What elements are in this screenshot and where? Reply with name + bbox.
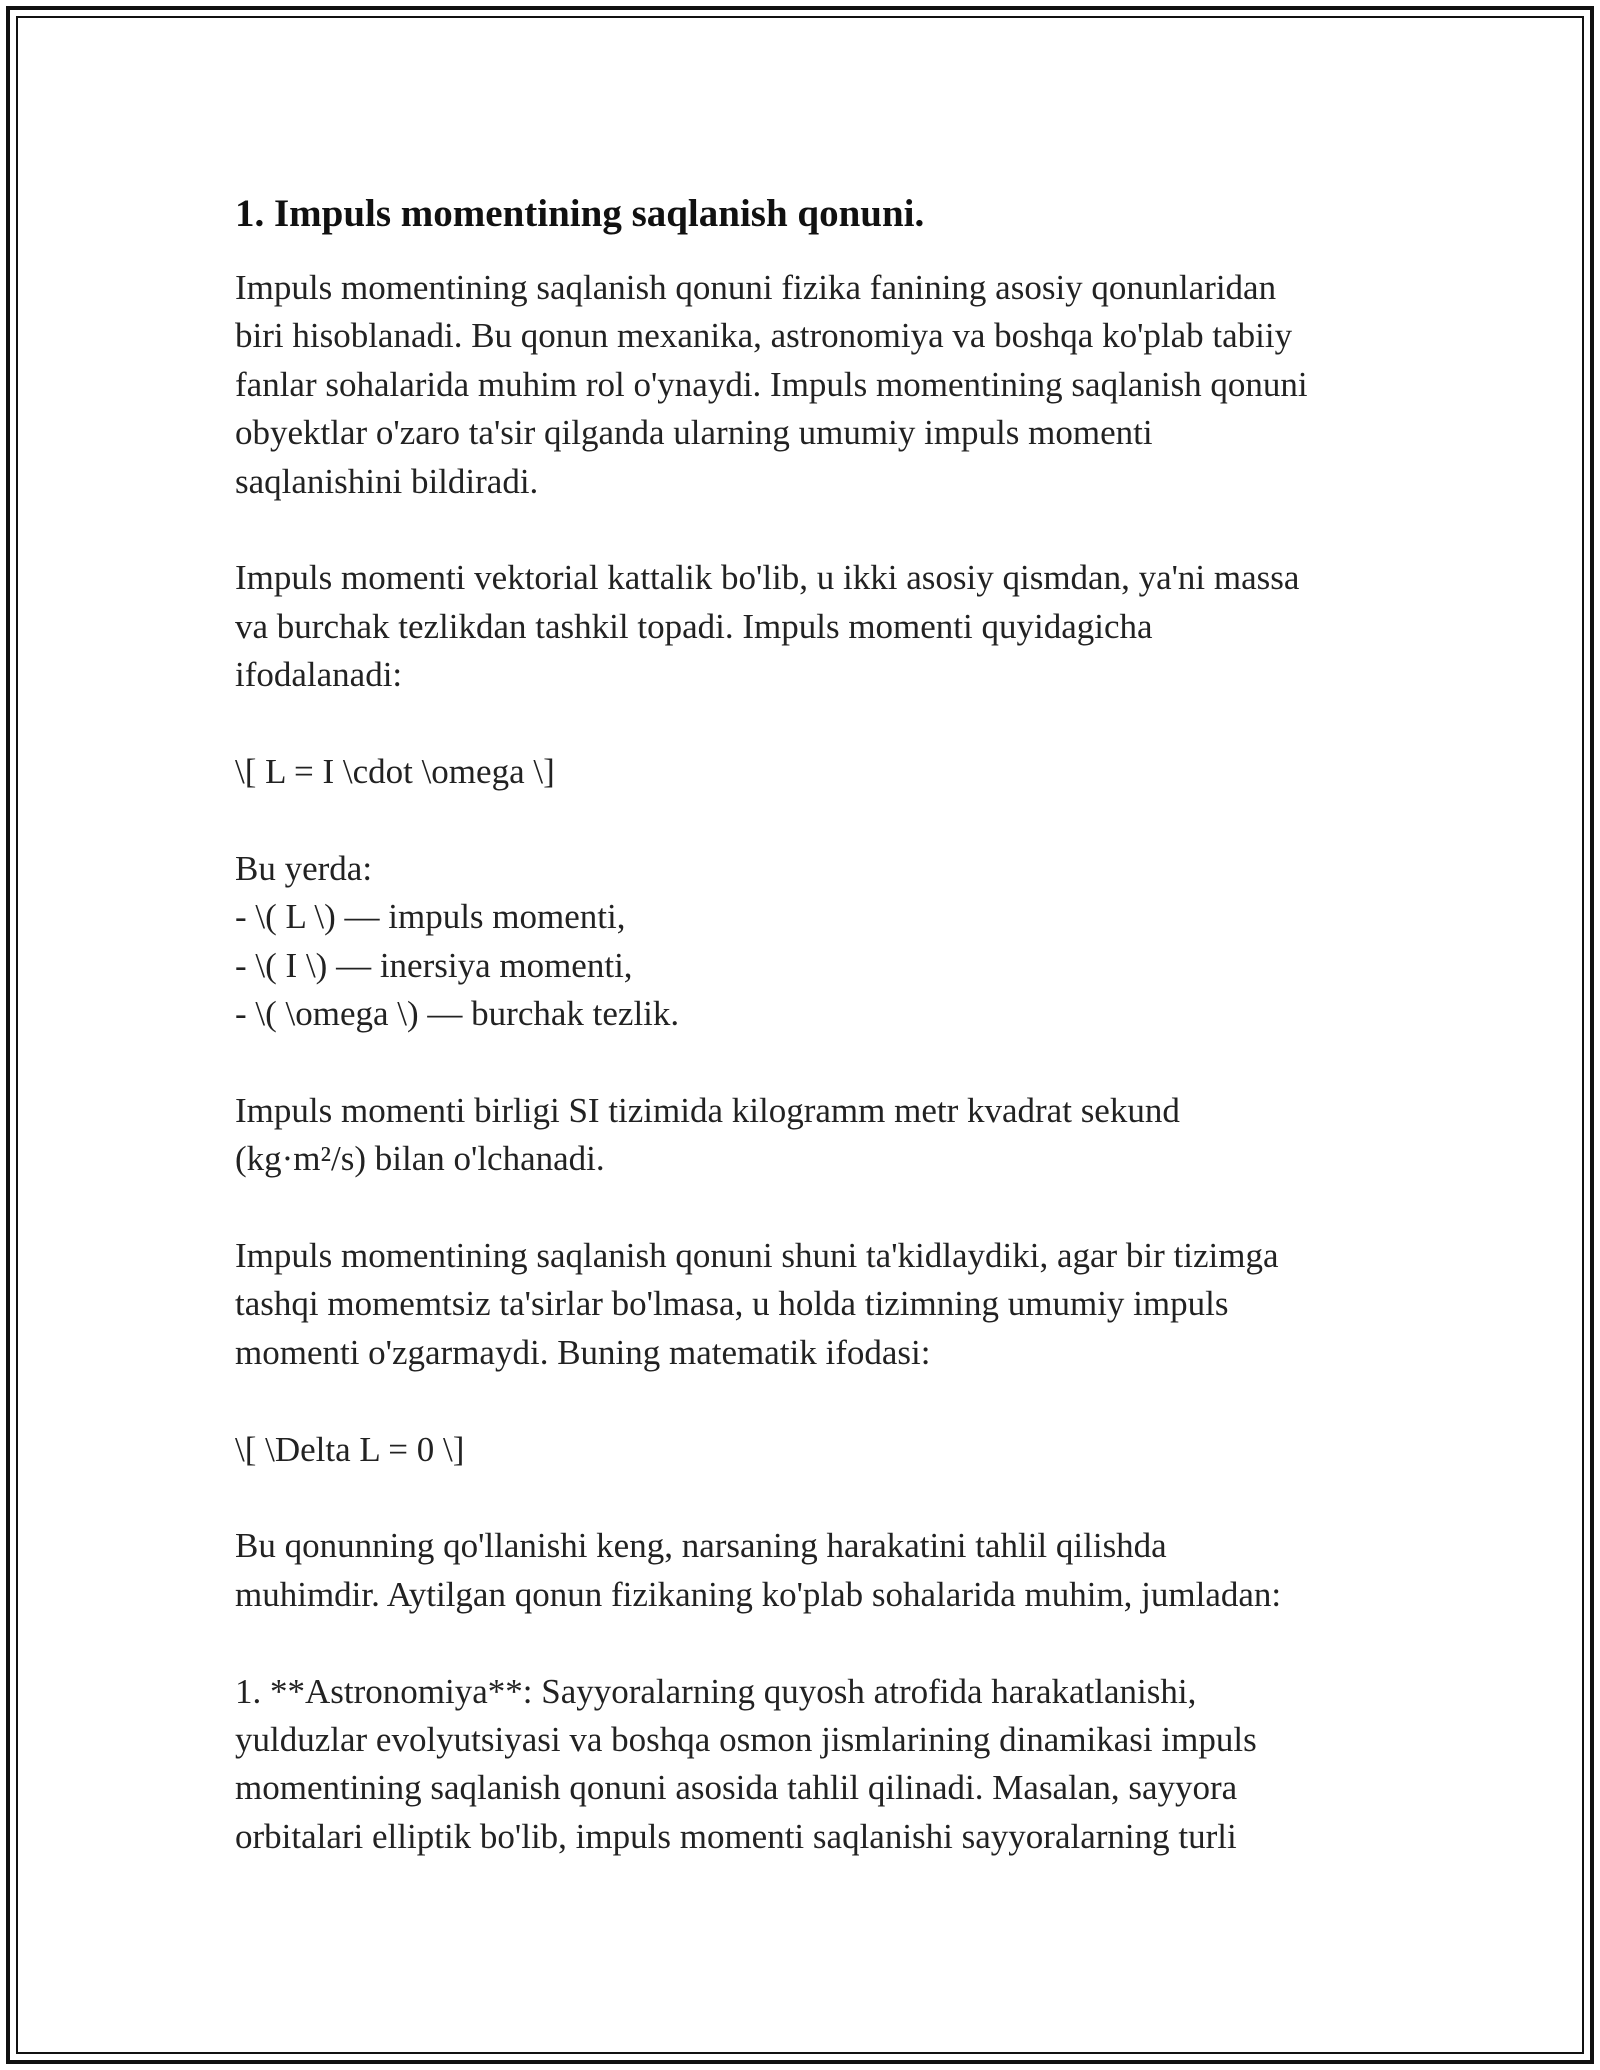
paragraph-gap	[235, 1038, 1395, 1086]
text-line: Impuls momenti birligi SI tizimida kilogramm metr kvadrat sekund	[235, 1090, 1180, 1130]
text-line: - \( L \) — impuls momenti,	[235, 897, 626, 937]
text-line: Bu yerda:	[235, 848, 373, 888]
text-line: momentining saqlanish qonuni asosida tahlil qilinadi. Masalan, sayyora	[235, 1768, 1238, 1808]
paragraph-gap	[235, 506, 1395, 554]
text-line: saqlanishini bildiradi.	[235, 461, 539, 501]
text-line: (kg·m²/s) bilan o'lchanadi.	[235, 1139, 605, 1179]
text-line: biri hisoblanadi. Bu qonun mexanika, astronomiya va boshqa ko'plab tabiiy	[235, 316, 1293, 356]
text-line: ifodalanadi:	[235, 655, 403, 695]
text-line: tashqi momemtsiz ta'sirlar bo'lmasa, u holda tizimning umumiy impuls	[235, 1284, 1229, 1324]
paragraph-gap	[235, 1184, 1395, 1232]
text-line: Bu qonunning qo'llanishi keng, narsaning harakatini tahlil qilishda	[235, 1526, 1167, 1566]
document-title: 1. Impuls momentining saqlanish qonuni.	[235, 192, 925, 235]
paragraph-gap	[235, 1619, 1395, 1667]
paragraph-gap	[235, 1474, 1395, 1522]
paragraph-gap	[235, 1377, 1395, 1425]
paragraph-gap	[235, 796, 1395, 844]
text-line: orbitalari elliptik bo'lib, impuls momenti saqlanishi sayyoralarning turli	[235, 1816, 1237, 1856]
text-line: obyektlar o'zaro ta'sir qilganda ularning umumiy impuls momenti	[235, 413, 1153, 453]
text-line: - \( I \) — inersiya momenti,	[235, 945, 633, 985]
text-line: Impuls momenti vektorial kattalik bo'lib, u ikki asosiy qismdan, ya'ni massa	[235, 558, 1300, 598]
text-line: \[ L = I \cdot \omega \]	[235, 752, 555, 792]
text-line: 1. **Astronomiya**: Sayyoralarning quyosh atrofida harakatlanishi,	[235, 1671, 1197, 1711]
text-line: Impuls momentining saqlanish qonuni shuni ta'kidlaydiki, agar bir tizimga	[235, 1236, 1279, 1276]
text-line: momenti o'zgarmaydi. Buning matematik ifodasi:	[235, 1332, 931, 1372]
text-line: Impuls momentining saqlanish qonuni fizika fanining asosiy qonunlaridan	[235, 268, 1277, 307]
document-body	[235, 264, 1395, 1861]
paragraph-gap	[235, 700, 1395, 748]
text-line: muhimdir. Aytilgan qonun fizikaning ko'plab sohalarida muhim, jumladan:	[235, 1574, 1282, 1614]
text-line: yulduzlar evolyutsiyasi va boshqa osmon jismlarining dinamikasi impuls	[235, 1720, 1257, 1760]
document-content	[235, 186, 1395, 1861]
text-line: fanlar sohalarida muhim rol o'ynaydi. Impuls momentining saqlanish qonuni	[235, 364, 1308, 404]
text-line: - \( \omega \) — burchak tezlik.	[235, 994, 680, 1034]
text-line: \[ \Delta L = 0 \]	[235, 1429, 465, 1469]
text-line: va burchak tezlikdan tashkil topadi. Impuls momenti quyidagicha	[235, 606, 1153, 646]
